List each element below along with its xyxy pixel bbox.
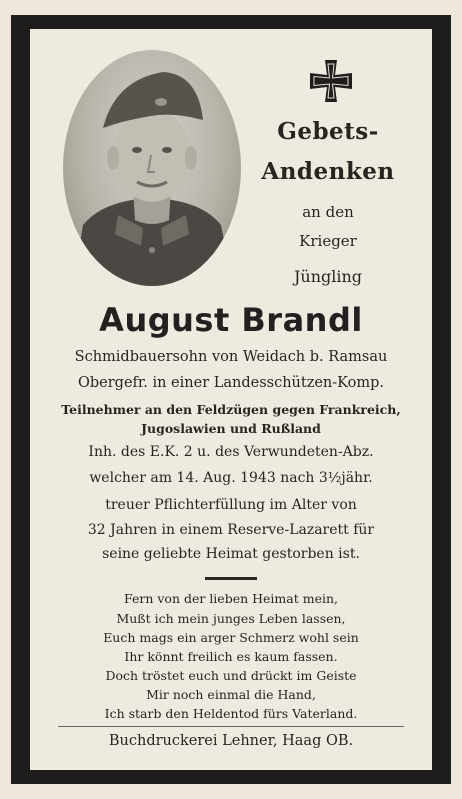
poem-line: Mußt ich mein junges Leben lassen, bbox=[116, 611, 346, 626]
section-divider bbox=[205, 577, 257, 580]
bio-line: welcher am 14. Aug. 1943 nach 3½jähr. bbox=[89, 470, 373, 486]
text-an-den: an den bbox=[302, 203, 354, 221]
bio-line: Inh. des E.K. 2 u. des Verwundeten-Abz. bbox=[88, 444, 374, 460]
bio-line: Schmidbauersohn von Weidach b. Ramsau bbox=[74, 349, 388, 365]
poem-line: Mir noch einmal die Hand, bbox=[146, 687, 316, 702]
bio-line: treuer Pflichterfüllung im Alter von bbox=[105, 497, 357, 513]
portrait-illustration bbox=[63, 50, 241, 286]
poem-line: Ihr könnt freilich es kaum fassen. bbox=[124, 649, 338, 664]
text-juengling: Jüngling bbox=[293, 267, 363, 286]
heading-andenken: Andenken bbox=[261, 158, 395, 185]
soldier-portrait bbox=[63, 50, 241, 286]
poem-line: Ich starb den Heldentod fürs Vaterland. bbox=[104, 706, 358, 721]
text-krieger: Krieger bbox=[299, 232, 357, 250]
bio-line: seine geliebte Heimat gestorben ist. bbox=[102, 546, 360, 562]
bio-line: Jugoslawien und Rußland bbox=[141, 421, 321, 436]
bio-line: 32 Jahren in einem Reserve-Lazarett für bbox=[87, 522, 375, 538]
poem-line: Doch tröstet euch und drückt im Geiste bbox=[105, 668, 357, 683]
poem-line: Euch mags ein arger Schmerz wohl sein bbox=[103, 630, 359, 645]
poem-line: Fern von der lieben Heimat mein, bbox=[123, 591, 339, 606]
deceased-name: August Brandl bbox=[99, 301, 363, 339]
iron-cross-icon bbox=[308, 58, 354, 104]
heading-gebets: Gebets- bbox=[277, 118, 379, 145]
bio-line: Obergefr. in einer Landesschützen-Komp. bbox=[78, 375, 384, 391]
footer-rule bbox=[58, 726, 404, 727]
bio-line: Teilnehmer an den Feldzügen gegen Frankreich, bbox=[61, 402, 401, 417]
printer-credit: Buchdruckerei Lehner, Haag OB. bbox=[108, 733, 354, 749]
